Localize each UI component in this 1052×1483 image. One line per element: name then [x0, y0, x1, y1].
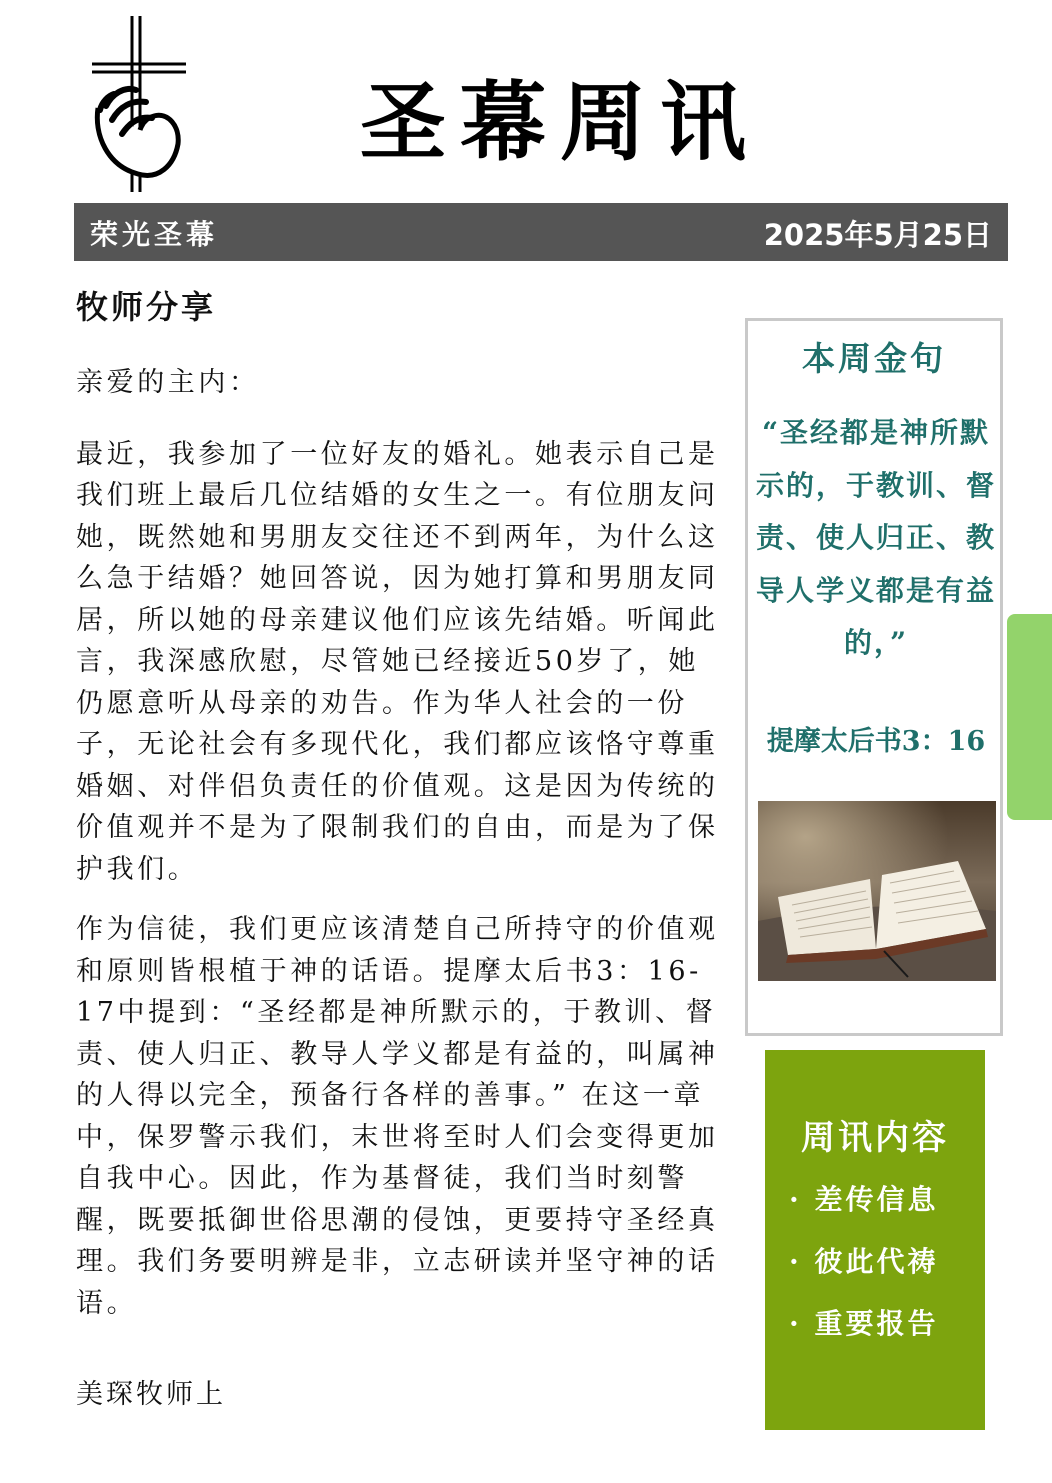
pastor-article: [76, 362, 726, 1343]
open-bible-photo: [758, 801, 996, 981]
issue-date: 2025年5月25日: [763, 218, 992, 252]
verse-box: [745, 318, 1003, 1036]
newsletter-title: 圣幕周讯: [360, 72, 760, 173]
cross-dove-icon: [88, 16, 188, 194]
greeting: 亲爱的主内：: [76, 367, 260, 398]
article-paragraph-2: 作为信徒，我们更应该清楚自己所持守的价值观和原则皆根植于神的话语。提摩太后书3：16-17中提到：“圣经都是神所默示的，于教训、督责、使人归正、教导人学义都是有益的，叫属神的人得以完全，预备行各样的善事。” 在这一章中，保罗警示我们，末世将至时人们会变得更加自我中心。因此，作为基督徒，我们当时刻警醒，既要抵御世俗思潮的侵蚀，更要持守圣经真理。我们务要明辨是非，立志研读并坚守神的话语。: [76, 914, 719, 1319]
verse-reference: 提摩太后书3：16: [766, 726, 986, 757]
contents-heading: 周讯内容: [801, 1118, 949, 1158]
signature: 美琛牧师上: [76, 1379, 226, 1410]
contents-item: · 差传信息: [789, 1178, 939, 1240]
header-band: [74, 203, 1008, 261]
contents-item: · 彼此代祷: [789, 1240, 939, 1302]
side-tab: [1007, 614, 1052, 820]
contents-box: [765, 1050, 985, 1430]
verse-heading: 本周金句: [802, 339, 946, 378]
contents-item: · 重要报告: [789, 1302, 939, 1364]
verse-text: “圣经都是神所默示的，于教训、督责、使人归正、教导人学义都是有益的，”: [755, 416, 996, 659]
section-title: 牧师分享: [76, 288, 217, 326]
church-name: 荣光圣幕: [90, 218, 219, 251]
contents-list: [789, 1178, 939, 1364]
article-paragraph-1: 最近，我参加了一位好友的婚礼。她表示自己是我们班上最后几位结婚的女生之一。有位朋友问她，既然她和男朋友交往还不到两年，为什么这么急于结婚？她回答说，因为她打算和男朋友同居，所以她的母亲建议他们应该先结婚。听闻此言，我深感欣慰，尽管她已经接近50岁了，她仍愿意听从母亲的劝告。作为华人社会的一份子，无论社会有多现代化，我们都应该恪守尊重婚姻、对伴侣负责任的价值观。这是因为传统的价值观并不是为了限制我们的自由，而是为了保护我们。: [76, 438, 719, 885]
